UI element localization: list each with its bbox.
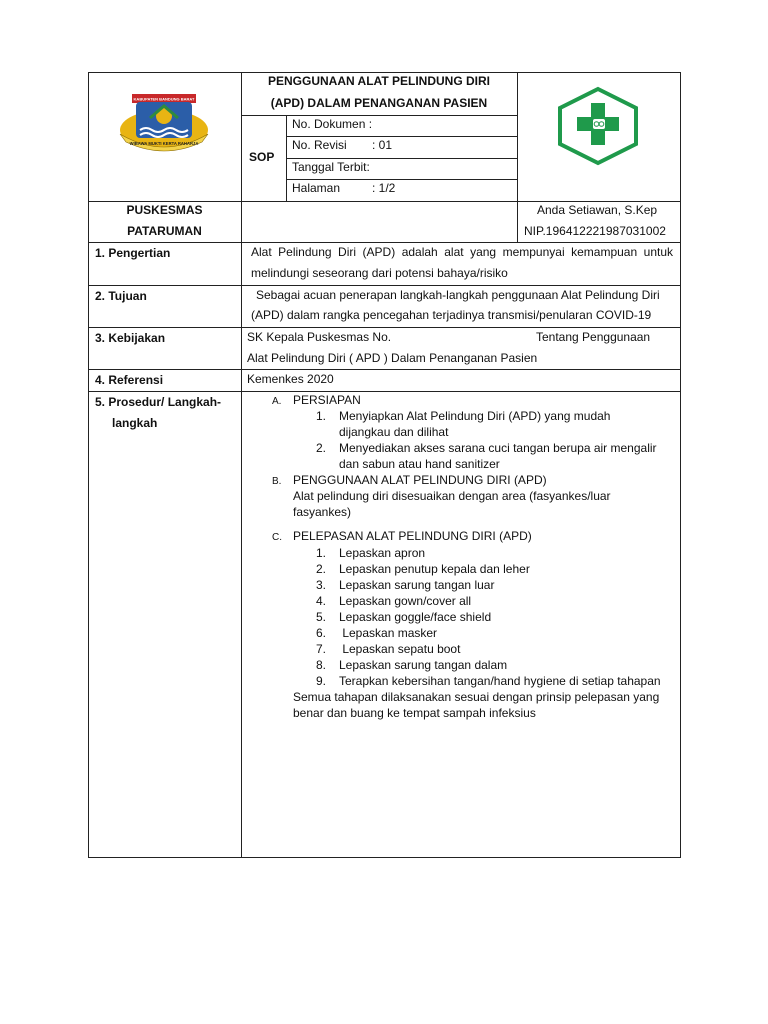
- kebijakan-label: 3. Kebijakan: [95, 331, 166, 345]
- tujuan-text-line2: (APD) dalam rangka pencegahan terjadinya transmisi/penularan COVID-19: [251, 308, 652, 322]
- kebijakan-text-line1b: Tentang Penggunaan: [536, 330, 651, 344]
- page-value: : 1/2: [372, 181, 396, 195]
- c-item-5-text: Lepaskan goggle/face shield: [339, 610, 492, 624]
- tujuan-label: 2. Tujuan: [95, 289, 147, 303]
- c-item-5-num: 5.: [316, 610, 327, 624]
- puskesmas-name-line1: PUSKESMAS: [126, 203, 203, 217]
- page-label: Halaman: [292, 181, 341, 195]
- c-item-8-num: 8.: [316, 658, 327, 672]
- a-item-2-line1: Menyediakan akses sarana cuci tangan berupa air mengalir: [339, 441, 657, 455]
- doc-number-label: No. Dokumen :: [292, 117, 373, 131]
- pengertian-text-line1: Alat Pelindung Diri (APD) adalah alat yang mempunyai kemampuan untuk: [251, 245, 673, 259]
- sop-title-line1: PENGGUNAAN ALAT PELINDUNG DIRI: [268, 74, 490, 88]
- pengertian-text-line2: melindungi seseorang dari potensi bahaya/risiko: [251, 266, 508, 280]
- revision-label: No. Revisi: [292, 138, 347, 152]
- closing-text-line1: Semua tahapan dilaksanakan sesuai dengan prinsip pelepasan yang: [293, 690, 660, 704]
- logo-motto-text: WIBAWA MUKTI KERTA RAHARJA: [129, 141, 199, 146]
- c-item-6-num: 6.: [316, 626, 327, 640]
- issue-date-label: Tanggal Terbit:: [292, 160, 370, 174]
- pengertian-label: 1. Pengertian: [95, 246, 171, 260]
- a-item-2-num: 2.: [316, 441, 327, 455]
- sop-label: SOP: [249, 150, 275, 164]
- section-b-title: PENGGUNAAN ALAT PELINDUNG DIRI (APD): [293, 473, 547, 487]
- c-item-9-num: 9.: [316, 674, 327, 688]
- c-item-4-num: 4.: [316, 594, 327, 608]
- a-item-1-line1: Menyiapkan Alat Pelindung Diri (APD) yang mudah: [339, 409, 611, 423]
- tujuan-text-line1: Sebagai acuan penerapan langkah-langkah penggunaan Alat Pelindung Diri: [256, 288, 660, 302]
- c-item-8-text: Lepaskan sarung tangan dalam: [339, 658, 508, 672]
- section-b-text-line2: fasyankes): [293, 505, 352, 519]
- logo-region-text: KABUPATEN BANDUNG BARAT: [133, 96, 195, 102]
- section-c-letter: C.: [272, 532, 282, 543]
- kabupaten-logo-icon: [118, 88, 210, 158]
- referensi-text: Kemenkes 2020: [247, 372, 334, 386]
- signer-name: Anda Setiawan, S.Kep: [537, 203, 658, 217]
- c-item-2-text: Lepaskan penutup kepala dan leher: [339, 562, 530, 576]
- kebijakan-text-line2: Alat Pelindung Diri ( APD ) Dalam Penanganan Pasien: [247, 351, 538, 365]
- puskesmas-name-line2: PATARUMAN: [127, 224, 202, 238]
- prosedur-label-line2: langkah: [112, 416, 158, 430]
- a-item-1-num: 1.: [316, 409, 327, 423]
- section-c-title: PELEPASAN ALAT PELINDUNG DIRI (APD): [293, 529, 532, 543]
- section-b-letter: B.: [272, 476, 282, 487]
- c-item-1-text: Lepaskan apron: [339, 546, 426, 560]
- section-a-letter: A.: [272, 396, 282, 407]
- c-item-1-num: 1.: [316, 546, 327, 560]
- a-item-1-line2: dijangkau dan dilihat: [339, 425, 449, 439]
- referensi-label: 4. Referensi: [95, 373, 164, 387]
- prosedur-label-line1: 5. Prosedur/ Langkah-: [95, 395, 222, 409]
- c-item-6-text: Lepaskan masker: [339, 626, 438, 640]
- c-item-7-text: Lepaskan sepatu boot: [339, 642, 461, 656]
- c-item-3-text: Lepaskan sarung tangan luar: [339, 578, 495, 592]
- revision-value: : 01: [372, 138, 393, 152]
- c-item-2-num: 2.: [316, 562, 327, 576]
- c-item-9-text: Terapkan kebersihan tangan/hand hygiene di setiap tahapan: [339, 674, 661, 688]
- c-item-7-num: 7.: [316, 642, 327, 656]
- c-item-4-text: Lepaskan gown/cover all: [339, 594, 472, 608]
- section-b-text-line1: Alat pelindung diri disesuaikan dengan area (fasyankes/luar: [293, 489, 611, 503]
- c-item-3-num: 3.: [316, 578, 327, 592]
- sop-title-line2: (APD) DALAM PENANGANAN PASIEN: [270, 96, 488, 110]
- closing-text-line2: benar dan buang ke tempat sampah infeksius: [293, 706, 536, 720]
- puskesmas-logo-icon: [555, 86, 641, 166]
- kebijakan-text-line1a: SK Kepala Puskesmas No.: [247, 330, 392, 344]
- section-a-title: PERSIAPAN: [293, 393, 361, 407]
- signer-nip: NIP.196412221987031002: [524, 224, 666, 238]
- a-item-2-line2: dan sabun atau hand sanitizer: [339, 457, 500, 471]
